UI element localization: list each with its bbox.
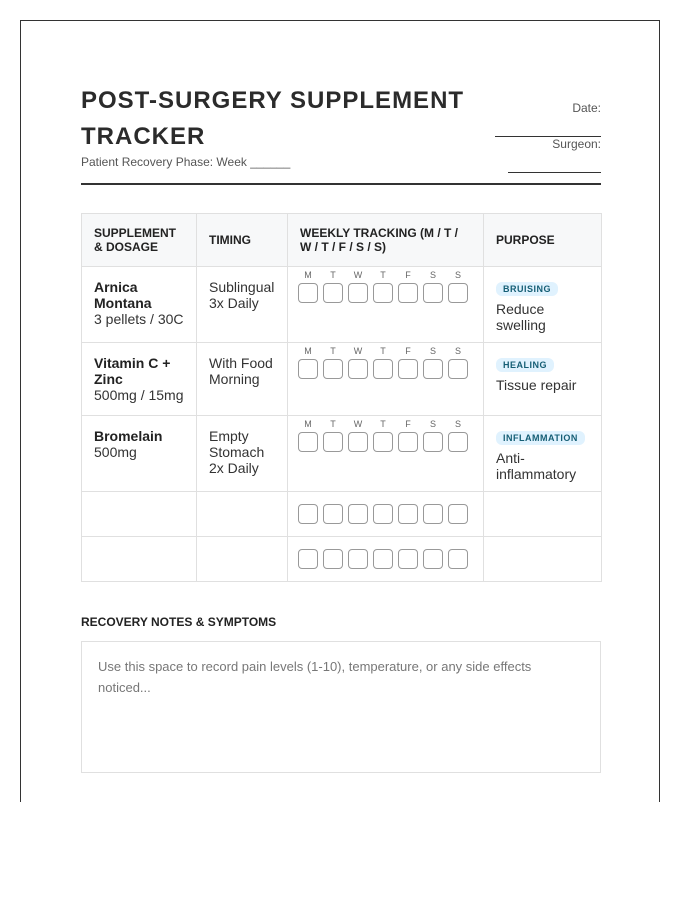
purpose-cell[interactable] [484, 537, 602, 582]
tracking-cell [288, 343, 484, 416]
day-checkbox[interactable] [348, 504, 368, 524]
day-column [423, 419, 443, 452]
day-checkbox[interactable] [348, 283, 368, 303]
purpose-text: Tissue repair [496, 377, 577, 393]
tracking-cell [288, 416, 484, 492]
timing-text: Empty [209, 428, 249, 444]
day-column [348, 504, 368, 524]
recovery-phase-label: Patient Recovery Phase: Week ______ [81, 155, 291, 169]
day-column [448, 419, 468, 452]
day-label: T [380, 270, 386, 280]
day-checkbox-group [298, 549, 471, 569]
day-checkbox[interactable] [448, 283, 468, 303]
day-column [373, 346, 393, 379]
table-row [82, 267, 602, 343]
day-column [373, 419, 393, 452]
purpose-cell [484, 267, 602, 343]
day-column [398, 270, 418, 303]
day-column [398, 549, 418, 569]
day-column [348, 270, 368, 303]
day-column [348, 346, 368, 379]
day-label: M [304, 346, 312, 356]
document-title: POST-SURGERY SUPPLEMENT TRACKER [81, 87, 465, 150]
day-checkbox[interactable] [373, 359, 393, 379]
day-checkbox[interactable] [323, 504, 343, 524]
day-column [448, 504, 468, 524]
notes-area[interactable] [81, 641, 601, 773]
timing-text: Morning [209, 371, 260, 387]
day-checkbox-group [298, 419, 471, 452]
purpose-badge: BRUISING [496, 282, 558, 296]
day-checkbox[interactable] [448, 549, 468, 569]
header-weekly-tracking: WEEKLY TRACKING (M / T / W / T / F / S / S) [288, 214, 484, 267]
day-checkbox[interactable] [298, 549, 318, 569]
supplement-name: Vitamin C + Zinc [94, 355, 171, 387]
day-label: T [380, 419, 386, 429]
tracking-cell [288, 267, 484, 343]
day-checkbox-group [298, 504, 471, 524]
day-column [298, 549, 318, 569]
day-checkbox[interactable] [323, 432, 343, 452]
day-checkbox-group [298, 346, 471, 379]
day-column [423, 270, 443, 303]
day-checkbox[interactable] [448, 432, 468, 452]
day-checkbox[interactable] [423, 432, 443, 452]
meta-fields [491, 101, 601, 173]
supplement-cell[interactable] [82, 492, 197, 537]
day-column [373, 549, 393, 569]
tracker-page [20, 20, 660, 802]
day-checkbox[interactable] [423, 359, 443, 379]
purpose-text: Anti-inflammatory [496, 450, 577, 482]
purpose-cell[interactable] [484, 492, 602, 537]
table-header-row [82, 214, 602, 267]
day-column [423, 346, 443, 379]
day-checkbox[interactable] [373, 283, 393, 303]
timing-cell [197, 267, 288, 343]
day-column [298, 419, 318, 452]
day-label: W [353, 270, 363, 280]
day-column [323, 270, 343, 303]
day-checkbox[interactable] [423, 504, 443, 524]
day-checkbox-group [298, 270, 471, 303]
day-checkbox[interactable] [448, 359, 468, 379]
surgeon-field[interactable] [491, 137, 601, 173]
day-checkbox[interactable] [373, 504, 393, 524]
supplement-name: Bromelain [94, 428, 163, 444]
supplement-name: Arnica Montana [94, 279, 152, 311]
day-checkbox[interactable] [298, 504, 318, 524]
day-checkbox[interactable] [398, 283, 418, 303]
notes-placeholder: Use this space to record pain levels (1-10), temperature, or any side effects noticed... [98, 659, 532, 695]
day-checkbox[interactable] [398, 549, 418, 569]
tracking-cell [288, 492, 484, 537]
notes-title: RECOVERY NOTES & SYMPTOMS [81, 615, 277, 629]
day-column [373, 270, 393, 303]
date-label: Date: [572, 101, 601, 115]
day-column [323, 504, 343, 524]
day-column [323, 549, 343, 569]
supplement-dosage: 500mg [94, 444, 137, 460]
day-checkbox[interactable] [323, 549, 343, 569]
day-column [298, 504, 318, 524]
day-checkbox[interactable] [348, 432, 368, 452]
supplement-cell[interactable] [82, 537, 197, 582]
supplement-cell [82, 267, 197, 343]
day-label: S [454, 346, 461, 356]
document-header [81, 83, 601, 185]
timing-text: Sublingual [209, 279, 275, 295]
purpose-badge: INFLAMMATION [496, 431, 585, 445]
day-label: T [330, 419, 336, 429]
day-checkbox[interactable] [423, 549, 443, 569]
day-checkbox[interactable] [398, 504, 418, 524]
day-checkbox[interactable] [298, 432, 318, 452]
day-column [423, 549, 443, 569]
timing-text: With Food [209, 355, 273, 371]
day-column [448, 346, 468, 379]
day-label: S [454, 419, 461, 429]
day-column [298, 270, 318, 303]
timing-cell [197, 416, 288, 492]
timing-cell[interactable] [197, 492, 288, 537]
day-column [448, 549, 468, 569]
day-checkbox[interactable] [373, 432, 393, 452]
timing-text: 2x Daily [209, 460, 259, 476]
purpose-cell [484, 343, 602, 416]
day-column [448, 270, 468, 303]
day-column [373, 504, 393, 524]
timing-text: Stomach [209, 444, 265, 460]
timing-cell[interactable] [197, 537, 288, 582]
day-checkbox[interactable] [398, 359, 418, 379]
day-column [298, 346, 318, 379]
day-column [348, 549, 368, 569]
purpose-cell [484, 416, 602, 492]
day-checkbox[interactable] [423, 283, 443, 303]
day-label: F [405, 346, 411, 356]
day-label: F [405, 419, 411, 429]
day-checkbox[interactable] [298, 359, 318, 379]
day-label: S [454, 270, 461, 280]
day-label: T [330, 346, 336, 356]
timing-cell [197, 343, 288, 416]
day-label: S [429, 270, 436, 280]
supplement-cell [82, 343, 197, 416]
day-label: F [405, 270, 411, 280]
header-supplement: SUPPLEMENT & DOSAGE [82, 214, 197, 267]
day-checkbox[interactable] [373, 549, 393, 569]
day-column [323, 419, 343, 452]
day-checkbox[interactable] [298, 283, 318, 303]
day-label: M [304, 270, 312, 280]
table-row [82, 416, 602, 492]
day-label: M [304, 419, 312, 429]
day-label: T [330, 270, 336, 280]
day-label: T [380, 346, 386, 356]
supplement-cell [82, 416, 197, 492]
day-column [398, 504, 418, 524]
supplement-dosage: 500mg / 15mg [94, 387, 184, 403]
surgeon-line [508, 172, 601, 173]
table-row [82, 343, 602, 416]
day-checkbox[interactable] [398, 432, 418, 452]
day-checkbox[interactable] [323, 359, 343, 379]
table-row-empty [82, 492, 602, 537]
day-column [398, 419, 418, 452]
timing-text: 3x Daily [209, 295, 259, 311]
day-label: W [353, 346, 363, 356]
day-column [348, 419, 368, 452]
date-field[interactable] [491, 101, 601, 137]
purpose-text: Reduce swelling [496, 301, 546, 333]
header-timing: TIMING [197, 214, 288, 267]
header-purpose: PURPOSE [484, 214, 602, 267]
day-checkbox[interactable] [323, 283, 343, 303]
day-column [398, 346, 418, 379]
supplement-table [81, 213, 602, 582]
day-label: W [353, 419, 363, 429]
purpose-badge: HEALING [496, 358, 554, 372]
day-checkbox[interactable] [348, 549, 368, 569]
day-label: S [429, 419, 436, 429]
supplement-dosage: 3 pellets / 30C [94, 311, 184, 327]
day-checkbox[interactable] [348, 359, 368, 379]
day-column [323, 346, 343, 379]
day-column [423, 504, 443, 524]
table-row-empty [82, 537, 602, 582]
day-label: S [429, 346, 436, 356]
day-checkbox[interactable] [448, 504, 468, 524]
surgeon-label: Surgeon: [552, 137, 601, 151]
tracking-cell [288, 537, 484, 582]
